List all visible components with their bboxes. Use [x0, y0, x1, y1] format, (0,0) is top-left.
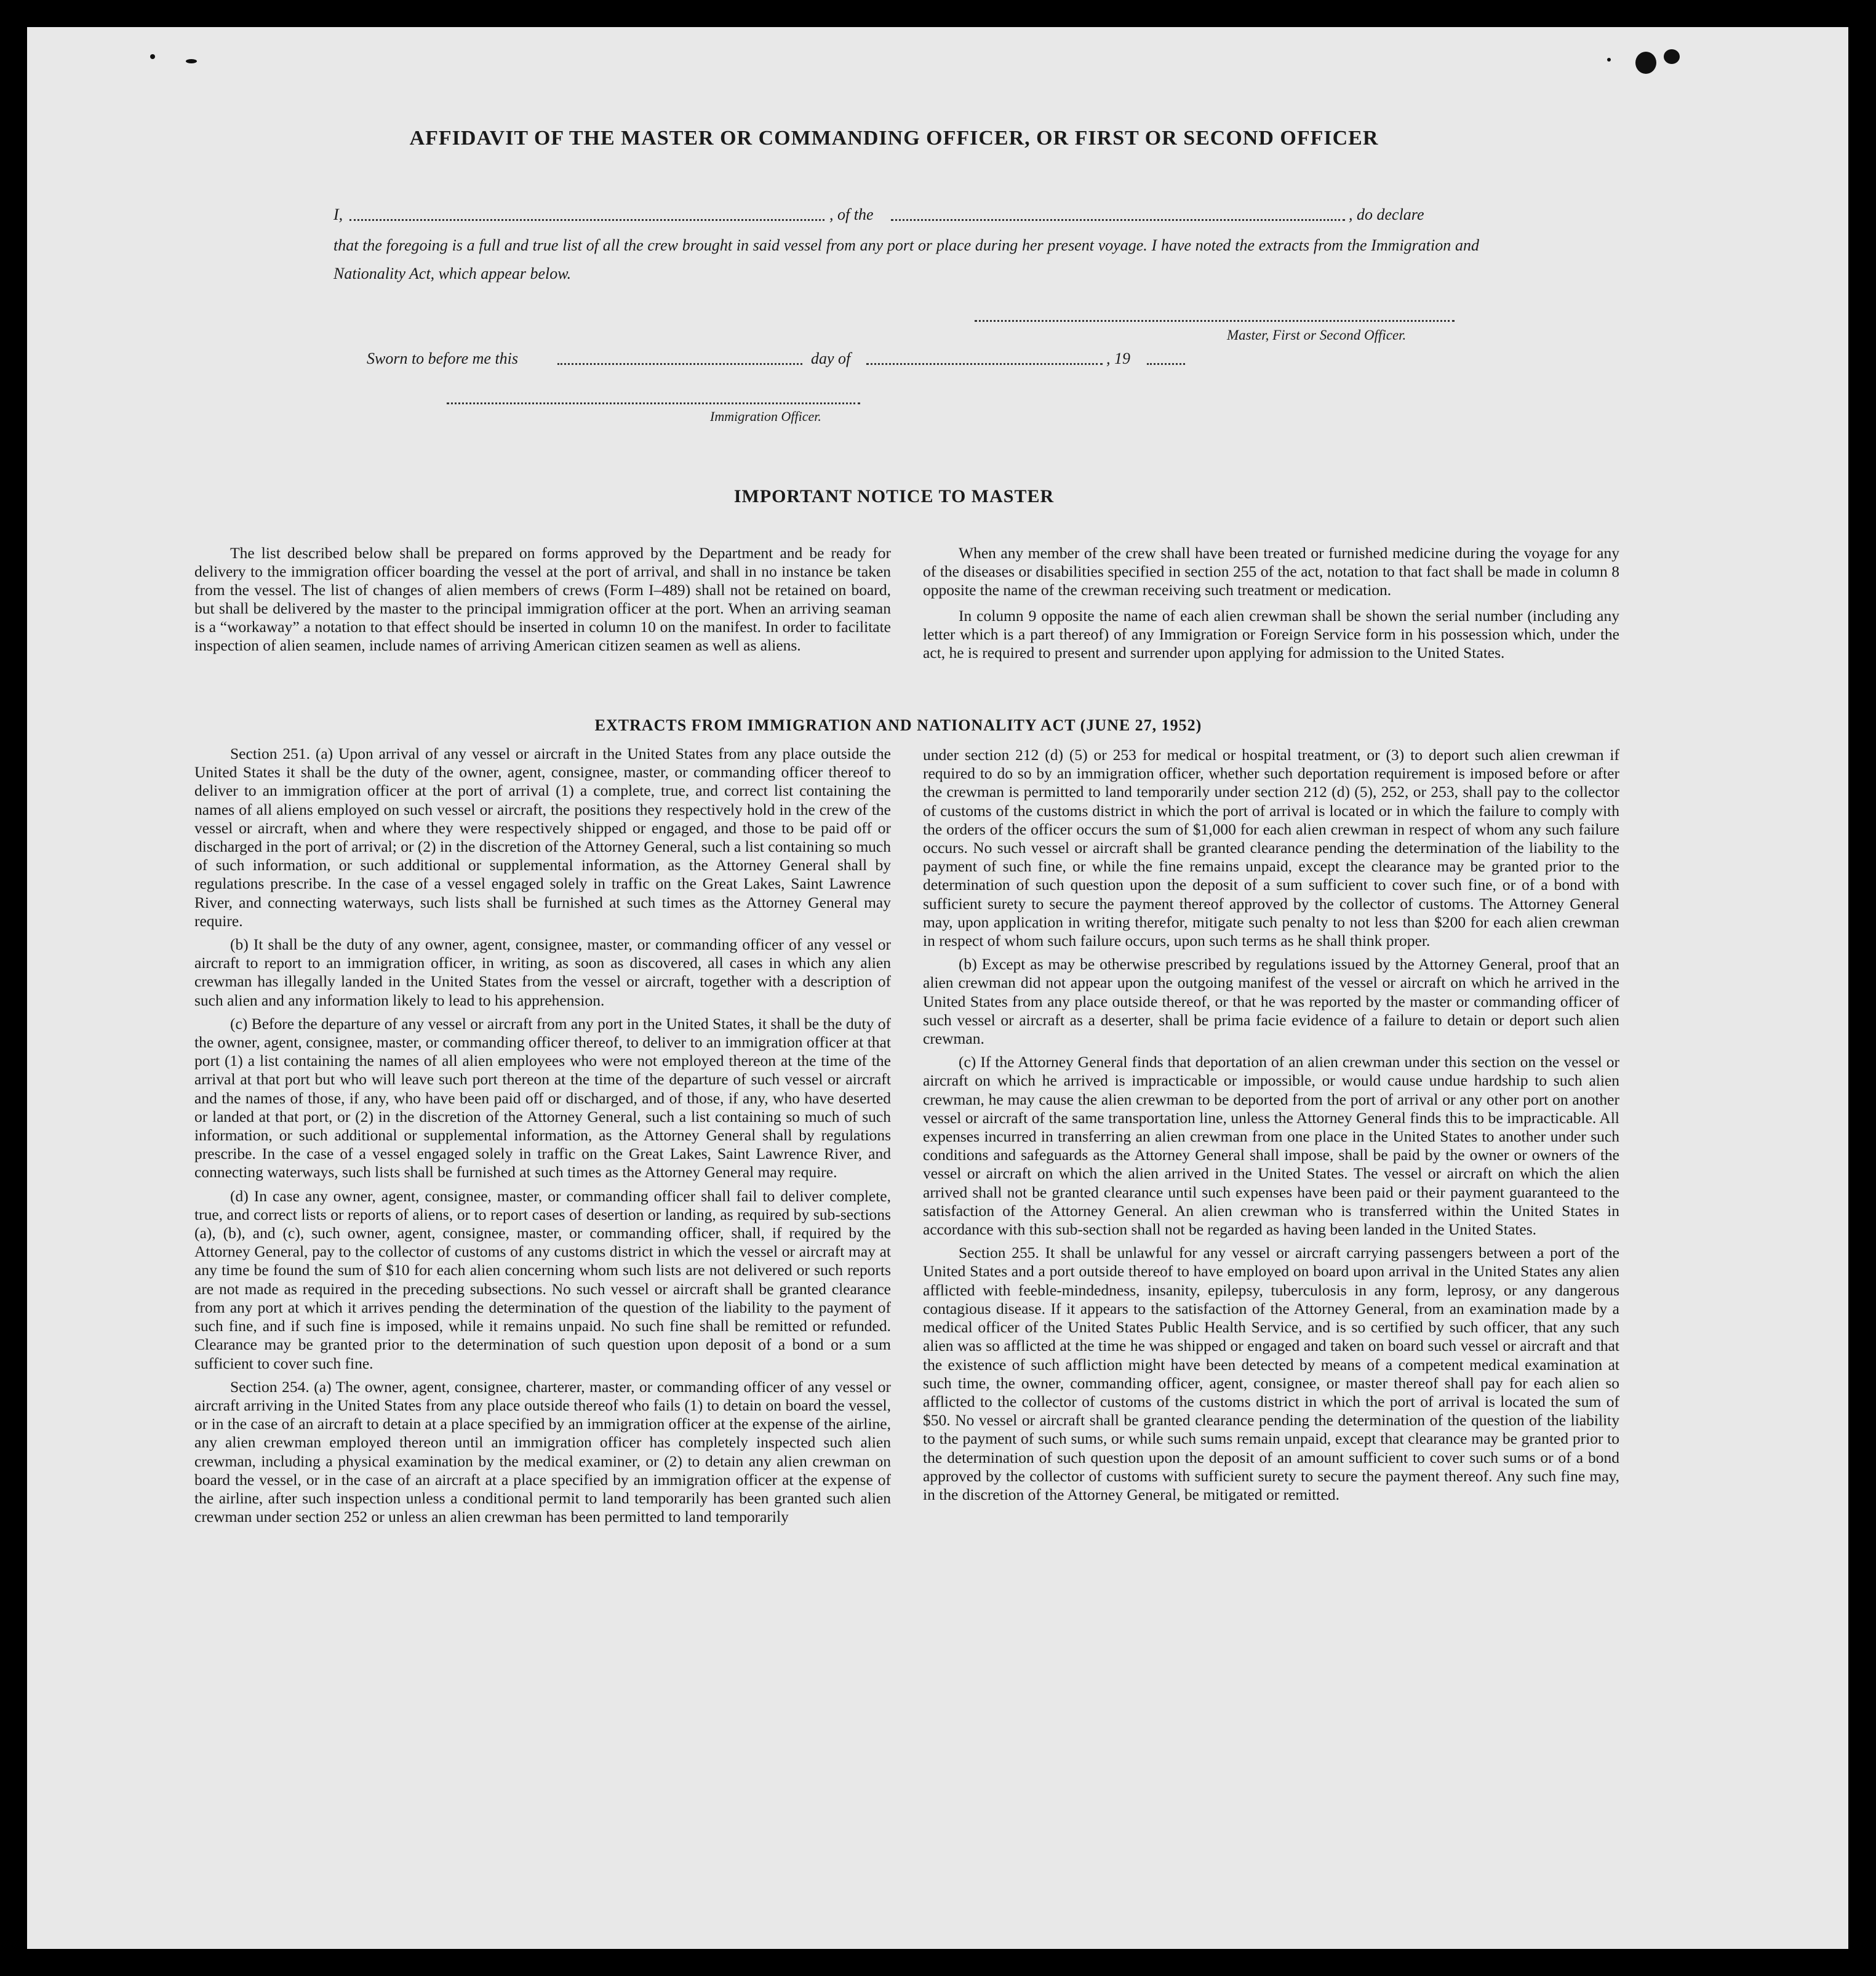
document-page	[27, 27, 1848, 1949]
scan-speck	[186, 59, 197, 63]
extract-paragraph: Section 255. It shall be unlawful for any vessel or aircraft carrying passengers between a port of the United States and a port outside thereof to have employed on board upon arrival in the United States any alien afflicted with feeble-mindedness, insanity, epilepsy, tuberculosis in any form, leprosy, or any dangerous contagious disease. If it appears to the satisfaction of the Attorney General, from an examination made by a medical officer of the United States Public Health Service, and is so certified by such officer, that any such alien was so afflicted at the time he was shipped or engaged and taken on board such vessel or aircraft and that the existence of such affliction might have been detected by means of a competent medical examination at such time, the owner, commanding officer, agent, consignee, or master thereof shall pay for each alien so afflicted to the collector of customs of the customs district in which the port of arrival is located the sum of $50. No vessel or aircraft shall be granted clearance pending the determination of the question of the liability to the payment of such sums, or while such sums remain unpaid, except that clearance may be granted prior to the determination of such question upon the deposit of an amount sufficient to cover such sums or of a bond approved by the collector of customs with sufficient surety to secure the payment thereof. Any such fine may, in the discretion of the Attorney General, be mitigated or remitted.	[923, 1244, 1619, 1503]
label-sworn: Sworn to before me this	[367, 350, 519, 367]
label-i: I,	[333, 206, 343, 223]
extracts-right-column	[923, 746, 1619, 1509]
master-signature-caption: Master, First or Second Officer.	[1227, 327, 1407, 343]
scan-speck	[1635, 52, 1656, 74]
master-signature-line[interactable]	[975, 320, 1455, 322]
extract-paragraph: Section 254. (a) The owner, agent, consignee, charterer, master, or commanding officer of any vessel or aircraft arriving in the United States from any place outside thereof who fails (1) to detain on board the vessel, or in the case of an aircraft to detain at a place specified by an immigration officer at the expense of the airline, any alien crewman employed thereon until an immigration officer has completely inspected such alien crewman, including a physical examination by the medical examiner, or (2) to detain any alien crewman on board the vessel, or in the case of an aircraft at a place specified by an immigration officer at the expense of the airline, after such inspection unless a conditional permit to land temporarily has been granted such alien crewman under section 252 or unless an alien crewman has been permitted to land temporarily	[194, 1377, 891, 1526]
label-do-declare: , do declare	[1349, 206, 1424, 223]
extract-paragraph: (c) If the Attorney General finds that deportation of an alien crewman under this section on the vessel or aircraft on which he arrived is impracticable or impossible, or would cause undue hardship to such alien crewman, he may cause the alien crewman to be deported from the port of arrival or any other port on another vessel or aircraft of the same transportation line, unless the Attorney General finds this to be impracticable. All expenses incurred in transferring an alien crewman from one place in the United States to another under such conditions and safeguards as the Attorney General shall impose, shall be paid by the owner or owners of the vessel or aircraft on which the alien arrived in the United States. The vessel or aircraft on which the alien arrived shall not be granted clearance until such expenses have been paid or their payment guaranteed to the satisfaction of the Attorney General. An alien crewman who is transferred within the United States in accordance with this sub-section shall not be regarded as having been landed in the United States.	[923, 1053, 1619, 1239]
officer-signature-caption: Immigration Officer.	[710, 409, 821, 424]
extract-paragraph: Section 251. (a) Upon arrival of any vessel or aircraft in the United States from any place outside the United States it shall be the duty of the owner, agent, consignee, master, or commanding officer thereof to deliver to an immigration officer at the port of arrival (1) a complete, true, and correct list containing the names of all aliens employed on such vessel or aircraft, the positions they respectively hold in the crew of the vessel or aircraft, when and where they were respectively shipped or engaged, and those to be paid off or discharged in the port of arrival; or (2) in the discretion of the Attorney General, such a list containing so much of such information, or such additional or supplemental information, as the Attorney General shall by regulations prescribe. In the case of a vessel engaged solely in traffic on the Great Lakes, Saint Lawrence River, and connecting waterways, such lists shall be furnished at such times as the Attorney General may require.	[194, 745, 891, 930]
extract-paragraph: (d) In case any owner, agent, consignee, master, or commanding officer shall fail to deliver complete, true, and correct lists or reports of aliens, or to report cases of desertion or landing, as required by sub-sections (a), (b), and (c), such owner, agent, consignee, master, or commanding officer, shall, if required by the Attorney General, pay to the collector of customs of any customs district in which the vessel or aircraft may at any time be found the sum of $10 for each alien concerning whom such lists are not delivered or such reports are not made as required in the preceding subsections. No such vessel or aircraft shall be granted clearance from any port at which it arrives pending the determination of the question of the liability to the payment of such fine, and if such fine is imposed, while it remains unpaid. No such fine shall be remitted or refunded. Clearance may be granted prior to the determination of such question upon deposit of a bond or a sum sufficient to cover such fine.	[194, 1186, 891, 1372]
affidavit-declaration-line	[333, 206, 1478, 230]
extract-paragraph: (b) Except as may be otherwise prescribed by regulations issued by the Attorney General, proof that an alien crewman did not appear upon the outgoing manifest of the vessel or aircraft on which he arrived in the United States from any place outside thereof, or that he was reported by the master or commanding officer of such vessel or aircraft as a deserter, shall be prima facie evidence of a failure to detain or deport such alien crewman.	[923, 955, 1619, 1048]
notice-paragraph: When any member of the crew shall have been treated or furnished medicine during the voyage for any of the diseases or disabilities specified in section 255 of the act, notation to that fact shall be made in column 8 opposite the name of the crewman receiving such treatment or medication.	[923, 544, 1619, 599]
sworn-day-field[interactable]	[557, 363, 802, 365]
notice-paragraph: In column 9 opposite the name of each alien crewman shall be shown the serial number (including any letter which is a part thereof) of any Immigration or Foreign Service form in his possession which, under the act, he is required to present and surrender upon applying for admission to the United States.	[923, 607, 1619, 662]
extracts-title: EXTRACTS FROM IMMIGRATION AND NATIONALITY ACT (JUNE 27, 1952)	[594, 716, 1202, 734]
sworn-month-field[interactable]	[866, 363, 1103, 365]
label-day-of: day of	[811, 350, 851, 367]
extract-paragraph: under section 212 (d) (5) or 253 for medical or hospital treatment, or (3) to deport such alien crewman if required to do so by an immigration officer, whether such deportation requirement is imposed before or after the crewman is permitted to land temporarily under section 212 (d) (5), 252, or 253, shall pay to the collector of customs of the customs district in which the port of arrival is located or in which the failure to comply with the orders of the officer occurs the sum of $1,000 for each alien crewman in respect of whom any such failure occurs. No such vessel or aircraft shall be granted clearance pending the determination of the liability to the payment of such fine, or while the fine remains unpaid, except the clearance may be granted prior to the determination of such question upon the deposit of a sum sufficient to cover such fine, or of a bond with sufficient surety to secure the payment thereof approved by the collector of customs. The Attorney General may, upon application in writing therefor, mitigate such penalty to not less than $200 for each alien crewman in respect of whom such failure occurs, upon such terms as he shall think proper.	[923, 746, 1619, 950]
affidavit-statement: that the foregoing is a full and true list of all the crew brought in said vessel from any port or place during her present voyage. I have noted the extracts from the Immigration and Nationality Act, which appear below.	[333, 236, 1479, 282]
officer-signature-line[interactable]	[447, 402, 860, 404]
scan-speck	[150, 54, 155, 59]
scan-speck	[1607, 58, 1611, 62]
notice-paragraph: The list described below shall be prepared on forms approved by the Department and be ready for delivery to the immigration officer boarding the vessel at the port of arrival, and shall in no instance be taken from the vessel. The list of changes of alien members of crews (Form I–489) shall not be retained on board, but shall be delivered by the master to the principal immigration officer at the port. When an arriving seaman is a “workaway” a notation to that effect should be inserted in column 10 on the manifest. In order to facilitate inspection of alien seamen, include names of arriving American citizen seamen as well as aliens.	[194, 544, 891, 654]
vessel-name-field[interactable]	[891, 219, 1345, 221]
extracts-left-column	[194, 745, 891, 1531]
label-of-the: , of the	[829, 206, 874, 223]
master-name-field[interactable]	[349, 219, 824, 221]
label-year: , 19	[1106, 350, 1130, 367]
notice-title: IMPORTANT NOTICE TO MASTER	[733, 486, 1055, 506]
sworn-line	[367, 350, 1228, 374]
affidavit-title: AFFIDAVIT OF THE MASTER OR COMMANDING OFFICER, OR FIRST OR SECOND OFFICER	[409, 127, 1379, 150]
sworn-year-field[interactable]	[1147, 363, 1185, 365]
extract-paragraph: (b) It shall be the duty of any owner, agent, consignee, master, or commanding officer of any vessel or aircraft to report to an immigration officer, in writing, as soon as discovered, all cases in which any alien crewman has illegally landed in the United States from the vessel or aircraft, together with a description of such alien and any information likely to lead to his apprehension.	[194, 935, 891, 1009]
scan-speck	[1664, 49, 1680, 64]
notice-right-column	[923, 544, 1619, 670]
extract-paragraph: (c) Before the departure of any vessel or aircraft from any port in the United States, it shall be the duty of the owner, agent, consignee, master, or commanding officer thereof, to deliver to an immigration officer at that port (1) a list containing the names of all alien employees who were not employed thereon at the time of the arrival at that port but who will leave such port thereon at the time of the departure of such vessel or aircraft and the names of those, if any, who have been paid off or discharged, and of those, if any, who have deserted or landed at that port, or (2) in the discretion of the Attorney General, such a list containing so much of such information, or such additional or supplemental information, as the Attorney General shall by regulations prescribe. In the case of a vessel engaged solely in traffic on the Great Lakes, Saint Lawrence River, and connecting waterways, such lists shall be furnished at such times as the Attorney General may require.	[194, 1014, 891, 1182]
notice-left-column	[194, 544, 891, 662]
